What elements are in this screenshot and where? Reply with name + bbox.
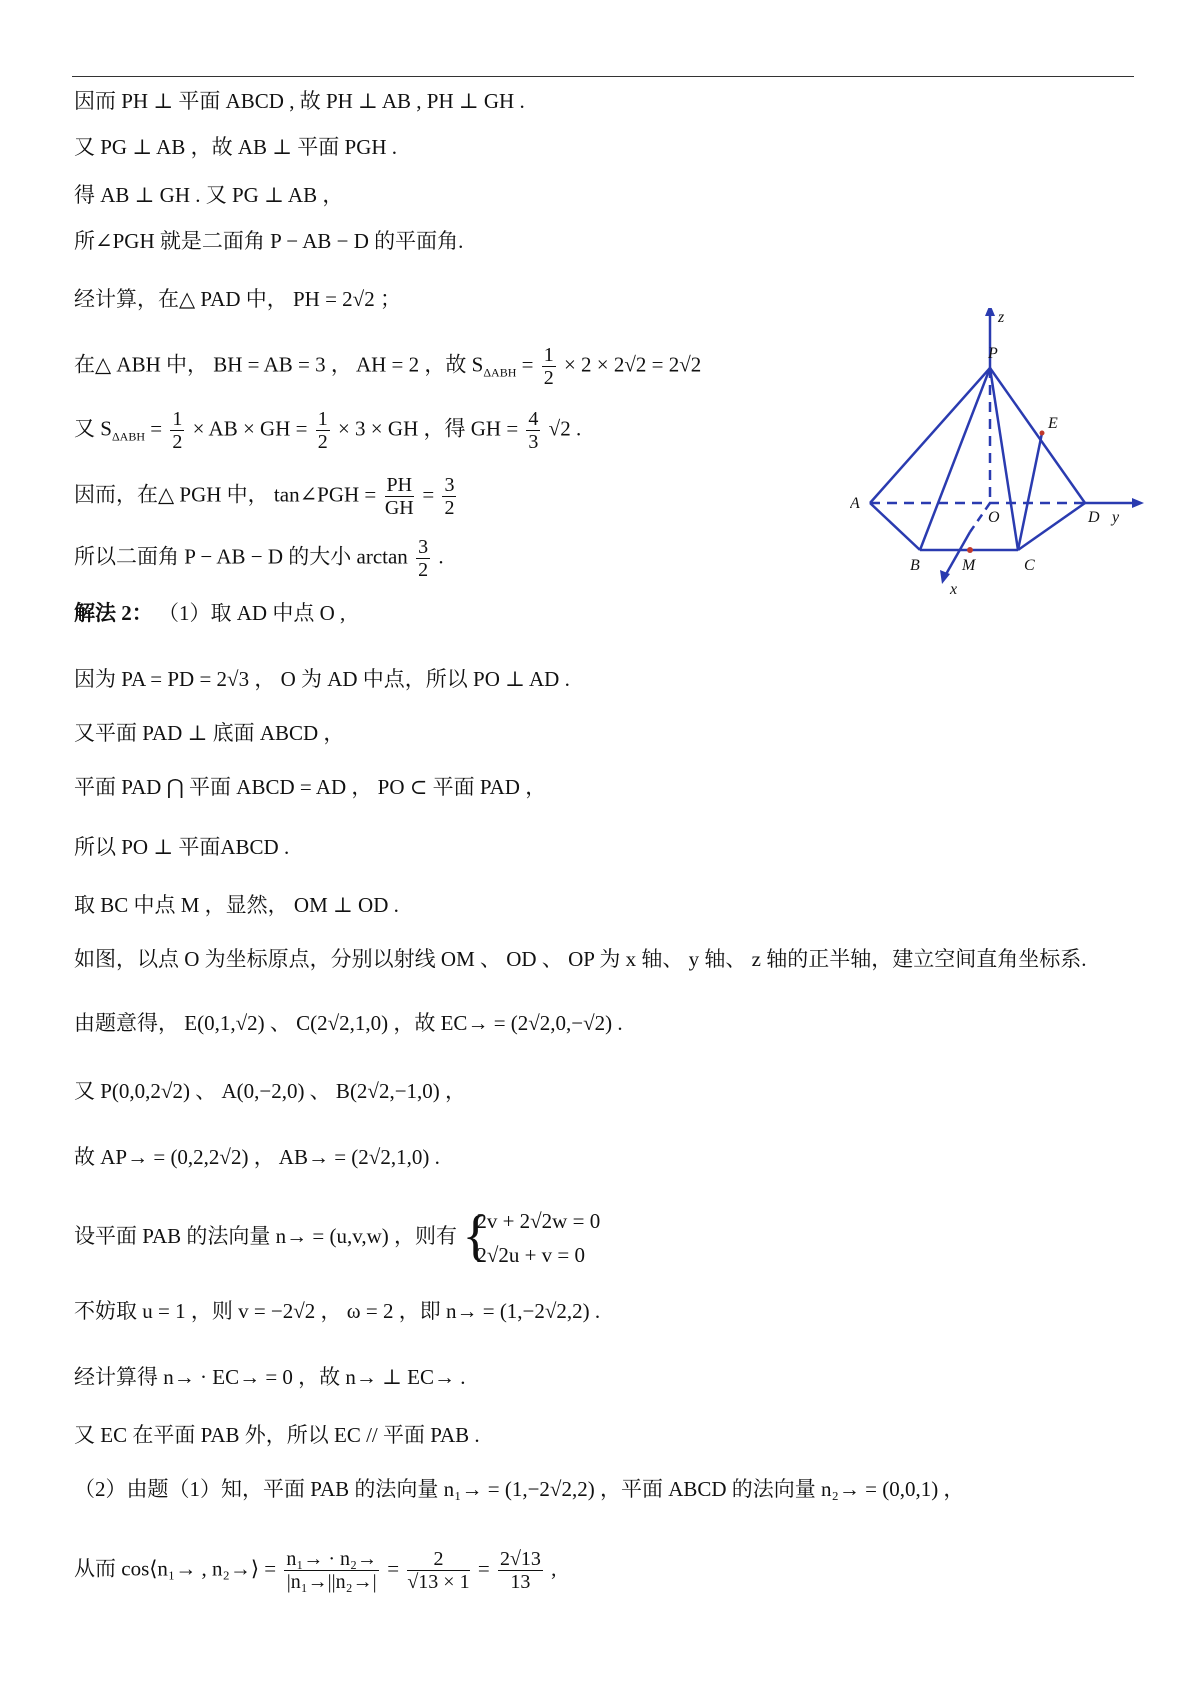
label-b: B	[910, 557, 920, 574]
line-12: 又平面 PAD ⊥ 底面 ABCD ，	[74, 721, 345, 745]
brace-icon: {	[462, 1205, 490, 1267]
line-9-text: 所以二面角 P − AB − D 的大小 arctan	[74, 544, 408, 569]
line-25-text: 从而 cos⟨n₁→ , n₂→⟩ =	[74, 1556, 277, 1581]
line-7-mid: × AB × GH =	[192, 416, 308, 441]
line-11: 因为 PA = PD = 2√3 ， O 为 AD 中点，所以 PO ⊥ AD .	[74, 667, 570, 691]
line-13: 平面 PAD ⋂ 平面 ABCD = AD ， PO ⊂ 平面 PAD ，	[74, 775, 547, 799]
equation-2: 2√2u + v = 0	[476, 1243, 586, 1267]
label-x: x	[950, 581, 958, 598]
line-8-text: 因而，在△ PGH 中， tan∠PGH =	[74, 482, 377, 507]
line-7-eq: =	[150, 416, 163, 441]
line-6	[74, 344, 701, 389]
frac-ph-gh: $\frac{PH}{GH}$	[384, 474, 414, 519]
line-6-text: 在△ ABH 中， BH = AB = 3 ， AH = 2 ，故 S	[74, 352, 484, 377]
frac-half-b: $\frac{1}{2}$	[172, 408, 183, 453]
label-a: A	[850, 495, 860, 512]
edge-cd	[1018, 503, 1085, 550]
frac-half-a: $\frac{1}{2}$	[543, 344, 554, 389]
label-c: C	[1024, 557, 1035, 574]
line-21: 不妨取 u = 1 ，则 v = −2√2 ， ω = 2 ，即 n→ = (1,−2√2,2) .	[74, 1299, 601, 1323]
line-10-text: （1）取 AD 中点 O ,	[158, 601, 346, 625]
y-arrow-icon	[1132, 498, 1144, 508]
line-16: 如图，以点 O 为坐标原点，分别以射线 OM 、 OD 、 OP 为 x 轴、 y 轴、 z 轴的正半轴，建立空间直角坐标系.	[74, 947, 1087, 971]
edge-ab	[870, 503, 920, 550]
line-7-sub: ΔABH	[111, 429, 145, 444]
line-14: 所以 PO ⊥ 平面ABCD .	[74, 835, 290, 859]
label-z: z	[998, 309, 1005, 326]
line-25-end: ,	[551, 1556, 557, 1581]
frac-final: $\frac{2√13}{13}$	[499, 1548, 541, 1593]
line-20	[74, 1204, 600, 1272]
frac-three-halves-b: $\frac{3}{2}$	[418, 536, 429, 581]
label-o: O	[988, 509, 1000, 526]
line-9-end: .	[438, 544, 444, 569]
label-y: y	[1112, 509, 1120, 526]
method-2-label: 解法 2：	[74, 601, 153, 625]
line-24: （2）由题（1）知，平面 PAB 的法向量 n₁→ = (1,−2√2,2) ，平面 ABCD 的法向量 n₂→ = (0,0,1) ，	[74, 1477, 965, 1501]
line-2: 又 PG ⊥ AB ，故 AB ⊥ 平面 PGH .	[74, 135, 398, 159]
line-7-mid2: × 3 × GH ，得 GH =	[337, 416, 519, 441]
edge-ec	[1018, 433, 1042, 550]
frac-dot-over-norms: $\frac{\text{n₁→ · n₂→}}{\text{|n₁→||n₂→|}}$	[286, 1548, 377, 1593]
label-m: M	[962, 557, 976, 574]
line-20-text: 设平面 PAB 的法向量 n→ = (u,v,w) ，则有	[74, 1223, 458, 1248]
frac-two-over: $\frac{2}{√13 \times 1}$	[407, 1548, 470, 1593]
line-6-sub: ΔABH	[483, 365, 517, 380]
line-6-rest: × 2 × 2√2 = 2√2	[563, 352, 702, 377]
line-25-eq1: =	[387, 1556, 400, 1581]
om-dashed	[970, 503, 990, 532]
equation-system	[462, 1204, 600, 1272]
line-8	[74, 474, 459, 519]
frac-four-thirds: $\frac{4}{3}$	[528, 408, 539, 453]
line-8-eq: =	[422, 482, 435, 507]
line-7	[74, 408, 581, 453]
line-1: 因而 PH ⊥ 平面 ABCD , 故 PH ⊥ AB , PH ⊥ GH .	[74, 89, 525, 113]
line-19: 故 AP→ = (0,2,2√2) ， AB→ = (2√2,1,0) .	[74, 1145, 440, 1169]
header-rule	[72, 76, 1134, 77]
line-3: 得 AB ⊥ GH . 又 PG ⊥ AB ，	[74, 183, 344, 207]
label-p: P	[988, 345, 998, 362]
line-7-end: √2 .	[548, 416, 582, 441]
line-5: 经计算，在△ PAD 中， PH = 2√2 ；	[74, 287, 401, 311]
line-4: 所∠PGH 就是二面角 P − AB − D 的平面角.	[74, 229, 464, 253]
frac-three-halves-a: $\frac{3}{2}$	[444, 474, 455, 519]
line-25	[74, 1548, 556, 1593]
point-m	[967, 547, 973, 553]
line-22: 经计算得 n→ · EC→ = 0 ，故 n→ ⊥ EC→ .	[74, 1365, 466, 1389]
line-18: 又 P(0,0,2√2) 、 A(0,−2,0) 、 B(2√2,−1,0) ，	[74, 1079, 467, 1103]
line-23: 又 EC 在平面 PAB 外，所以 EC // 平面 PAB .	[74, 1423, 480, 1447]
line-15: 取 BC 中点 M ，显然， OM ⊥ OD .	[74, 893, 399, 917]
line-10	[74, 598, 345, 628]
line-9	[74, 536, 444, 581]
line-25-eq2: =	[477, 1556, 490, 1581]
edge-pd	[990, 368, 1085, 503]
equation-1: 2v + 2√2w = 0	[476, 1209, 601, 1233]
edge-pb	[920, 368, 990, 550]
frac-half-c: $\frac{1}{2}$	[317, 408, 328, 453]
z-arrow-icon	[985, 308, 995, 316]
pyramid-figure	[850, 308, 1150, 598]
label-e: E	[1048, 415, 1058, 432]
line-7-text: 又 S	[74, 416, 112, 441]
edge-pa	[870, 368, 990, 503]
point-e	[1040, 431, 1045, 436]
line-17: 由题意得， E(0,1,√2) 、 C(2√2,1,0) ，故 EC→ = (2√2,0,−√2) .	[74, 1011, 623, 1035]
line-6-eq: =	[521, 352, 534, 377]
label-d: D	[1088, 509, 1100, 526]
